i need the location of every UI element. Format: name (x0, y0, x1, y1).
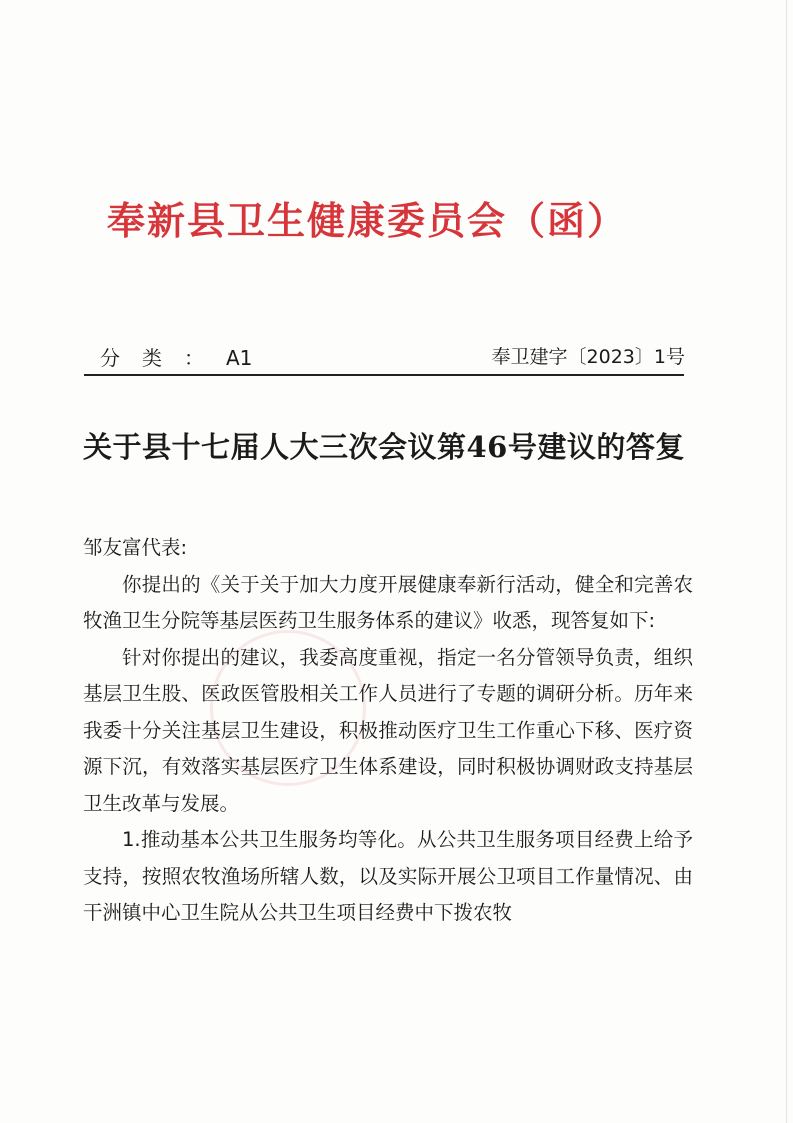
category-value: A1 (226, 346, 253, 370)
category-label: 分类： (100, 346, 226, 370)
header-divider (84, 374, 684, 376)
document-number: 奉卫建字〔2023〕1号 (491, 346, 685, 368)
document-title: 关于县十七届人大三次会议第46号建议的答复 (83, 430, 685, 464)
page-edge (786, 0, 787, 1123)
category (100, 342, 252, 371)
paragraph: 1.推动基本公共卫生服务均等化。从公共卫生服务项目经费上给予支持，按照农牧渔场所辖人数，以及实际开展公卫项目工作量情况、由干洲镇中心卫生院从公共卫生项目经费中下拨农牧 (83, 828, 693, 924)
document-meta (100, 340, 685, 370)
paragraph: 针对你提出的建议，我委高度重视，指定一名分管领导负责，组织基层卫生股、医政医管股相关工作人员进行了专题的调研分析。历年来我委十分关注基层卫生建设，积极推动医疗卫生工作重心下移、医疗资源下沉，有效落实基层医疗卫生体系建设，同时积极协调财政支持基层卫生改革与发展。 (83, 645, 693, 815)
letterhead: 奉新县卫生健康委员会（函） (107, 199, 628, 243)
document-body (83, 530, 693, 932)
paragraph: 你提出的《关于关于加大力度开展健康奉新行活动，健全和完善农牧渔卫生分院等基层医药卫生服务体系的建议》收悉，现答复如下: (83, 572, 693, 632)
salutation: 邹友富代表: (83, 536, 188, 559)
